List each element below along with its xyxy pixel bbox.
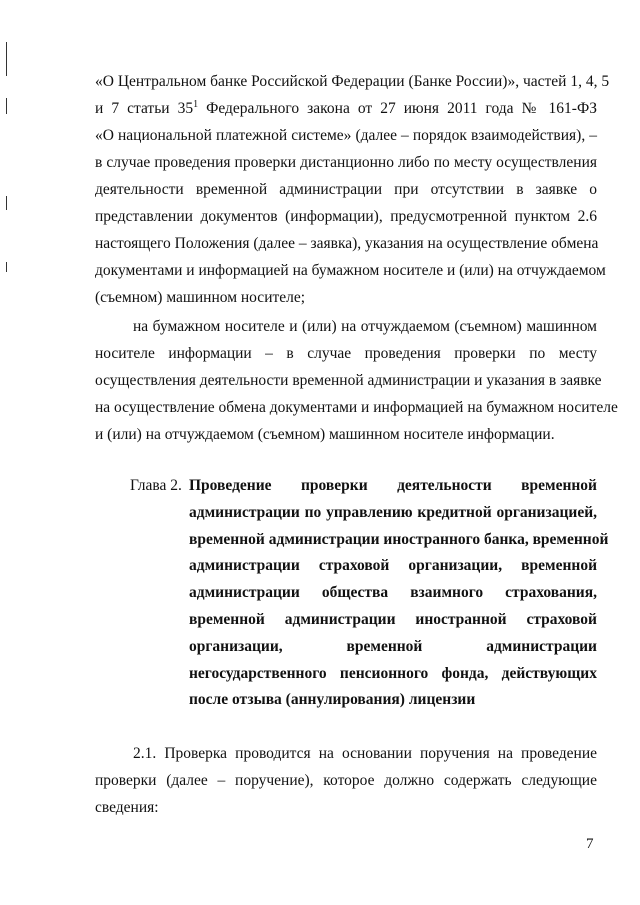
superscript: 1 [193, 98, 199, 110]
text-line: осуществления деятельности временной администрации и указания в заявке [95, 372, 602, 389]
chapter-title-line: временной администрации иностранного банка, временной [189, 530, 609, 548]
text-line: деятельности временной администрации при отсутствии в заявке о [95, 181, 597, 198]
text-line [95, 95, 597, 122]
text-line: «О национальной платежной системе» (далее – порядок взаимодействия), – [95, 127, 597, 144]
chapter-title-line: администрации по управлению кредитной организацией, [189, 503, 597, 521]
text-line: на бумажном носителе и (или) на отчуждаемом (съемном) машинном [133, 318, 597, 335]
text-line: «О Центральном банке Российской Федерации (Банке России)», частей 1, 4, 5 [95, 73, 610, 90]
text-line: на осуществление обмена документами и информацией на бумажном носителе [95, 399, 618, 416]
text-line: представлении документов (информации), предусмотренной пунктом 2.6 [95, 208, 597, 225]
text-line: в случае проведения проверки дистанционно либо по месту осуществления [95, 154, 597, 171]
text-line: 2.1. Проверка проводится на основании поручения на проведение [133, 745, 597, 762]
text-line: настоящего Положения (далее – заявка), указания на осуществление обмена [95, 235, 599, 252]
margin-mark [6, 42, 7, 76]
paragraph-1 [95, 68, 610, 311]
page-number: 7 [586, 836, 594, 852]
text-line: сведения: [95, 799, 159, 816]
chapter-title [189, 473, 609, 714]
paragraph-3 [95, 740, 597, 821]
chapter-title-line: негосударственного пенсионного фонда, действующих [189, 664, 597, 682]
paragraph-2 [95, 313, 618, 448]
text-line: документами и информацией на бумажном носителе и (или) на отчуждаемом [95, 262, 606, 279]
chapter-title-line: администрации страховой организации, временной [189, 557, 597, 575]
text-fragment: и 7 статьи 35 [95, 100, 194, 117]
chapter-label: Глава 2. [130, 477, 182, 494]
text-fragment: Федерального закона от 27 июня 2011 года № 161-ФЗ [198, 100, 597, 117]
margin-mark [6, 262, 7, 272]
chapter-title-line: администрации общества взаимного страхования, [189, 584, 597, 602]
chapter-title-line: Проведение проверки деятельности временной [189, 477, 597, 494]
text-line: проверки (далее – поручение), которое должно содержать следующие [95, 772, 597, 789]
margin-mark [6, 98, 7, 114]
margin-mark [6, 196, 7, 210]
text-line: и (или) на отчуждаемом (съемном) машинном носителе информации. [95, 426, 555, 443]
chapter-title-line: после отзыва (аннулирования) лицензии [189, 691, 476, 709]
text-line: (съемном) машинном носителе; [95, 289, 306, 306]
chapter-title-line: организации, временной администрации [189, 637, 597, 655]
text-line: носителе информации – в случае проведения проверки по месту [95, 345, 597, 362]
chapter-title-line: временной администрации иностранной страховой [189, 610, 597, 628]
